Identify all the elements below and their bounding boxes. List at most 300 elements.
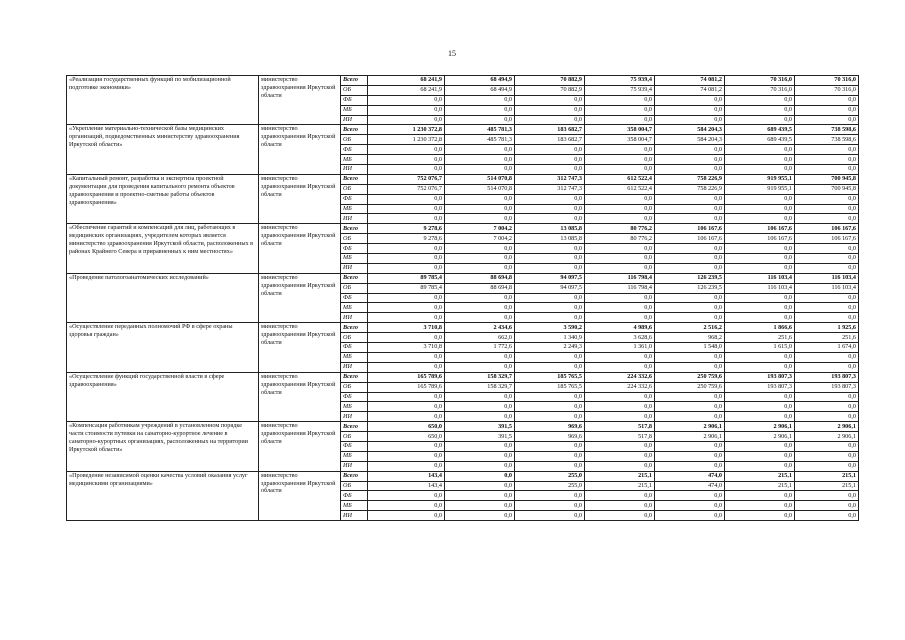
amount-cell: 474,0: [655, 481, 725, 491]
amount-cell: 0,0: [795, 194, 859, 204]
funding-source: МБ: [341, 352, 368, 362]
amount-cell: 0,0: [515, 352, 585, 362]
amount-cell: 126 239,5: [655, 273, 725, 283]
amount-cell: 0,0: [585, 244, 655, 254]
amount-cell: 70 316,0: [725, 76, 795, 86]
amount-cell: 0,0: [368, 402, 445, 412]
amount-cell: 0,0: [655, 451, 725, 461]
amount-cell: 700 945,8: [795, 174, 859, 184]
amount-cell: 0,0: [445, 461, 515, 471]
amount-cell: 0,0: [585, 461, 655, 471]
amount-cell: 0,0: [725, 145, 795, 155]
page-number: 15: [448, 49, 456, 58]
funding-source: ИИ: [341, 214, 368, 224]
amount-cell: 0,0: [725, 204, 795, 214]
amount-cell: 612 522,4: [585, 184, 655, 194]
amount-cell: 0,0: [725, 95, 795, 105]
amount-cell: 106 167,6: [655, 224, 725, 234]
amount-cell: 0,0: [725, 254, 795, 264]
amount-cell: 2 906,1: [795, 432, 859, 442]
amount-cell: 0,0: [655, 165, 725, 175]
amount-cell: 700 945,8: [795, 184, 859, 194]
amount-cell: 0,0: [725, 115, 795, 125]
amount-cell: 0,0: [585, 362, 655, 372]
funding-source: ОБ: [341, 432, 368, 442]
amount-cell: 0,0: [725, 412, 795, 422]
amount-cell: 0,0: [515, 303, 585, 313]
amount-cell: 3 628,6: [585, 333, 655, 343]
amount-cell: 80 776,2: [585, 234, 655, 244]
table-row-total: [67, 174, 859, 184]
amount-cell: 0,0: [795, 214, 859, 224]
amount-cell: 0,0: [725, 461, 795, 471]
amount-cell: 0,0: [655, 491, 725, 501]
amount-cell: 183 682,7: [515, 125, 585, 135]
amount-cell: 0,0: [368, 115, 445, 125]
amount-cell: 9 278,6: [368, 224, 445, 234]
amount-cell: 1 230 372,8: [368, 135, 445, 145]
amount-cell: 0,0: [655, 194, 725, 204]
amount-cell: 0,0: [445, 155, 515, 165]
amount-cell: 0,0: [515, 362, 585, 372]
amount-cell: 143,4: [368, 471, 445, 481]
amount-cell: 0,0: [655, 303, 725, 313]
amount-cell: 0,0: [515, 155, 585, 165]
amount-cell: 75 939,4: [585, 85, 655, 95]
amount-cell: 517,8: [585, 432, 655, 442]
amount-cell: 0,0: [795, 491, 859, 501]
amount-cell: 2 906,1: [655, 422, 725, 432]
amount-cell: 0,0: [368, 441, 445, 451]
amount-cell: 0,0: [795, 115, 859, 125]
amount-cell: 0,0: [795, 303, 859, 313]
table-row-total: [67, 273, 859, 283]
amount-cell: 0,0: [368, 105, 445, 115]
amount-cell: 0,0: [585, 451, 655, 461]
funding-source: Всего: [341, 76, 368, 86]
amount-cell: 215,1: [725, 481, 795, 491]
funding-source: ИИ: [341, 511, 368, 521]
amount-cell: 0,0: [585, 194, 655, 204]
amount-cell: 165 789,6: [368, 372, 445, 382]
amount-cell: 106 167,6: [795, 224, 859, 234]
amount-cell: 0,0: [368, 165, 445, 175]
amount-cell: 0,0: [368, 511, 445, 521]
amount-cell: 70 316,0: [725, 85, 795, 95]
funding-source: ФБ: [341, 441, 368, 451]
amount-cell: 968,2: [655, 333, 725, 343]
amount-cell: 68 241,9: [368, 85, 445, 95]
funding-source: ФБ: [341, 343, 368, 353]
budget-table: [66, 75, 859, 521]
amount-cell: 0,0: [795, 501, 859, 511]
amount-cell: 0,0: [795, 392, 859, 402]
amount-cell: 70 316,0: [795, 85, 859, 95]
measure-name: «Осуществление переданных полномочий РФ в сфере охраны здоровья граждан»: [67, 323, 259, 372]
amount-cell: 0,0: [368, 204, 445, 214]
funding-source: Всего: [341, 273, 368, 283]
executor-name: министерство здравоохранения Иркутской области: [259, 76, 341, 125]
amount-cell: 0,0: [368, 461, 445, 471]
amount-cell: 0,0: [445, 204, 515, 214]
amount-cell: 0,0: [725, 402, 795, 412]
amount-cell: 358 004,7: [585, 125, 655, 135]
amount-cell: 650,0: [368, 422, 445, 432]
amount-cell: 752 076,7: [368, 174, 445, 184]
amount-cell: 0,0: [795, 362, 859, 372]
amount-cell: 3 710,8: [368, 323, 445, 333]
amount-cell: 0,0: [655, 95, 725, 105]
amount-cell: 0,0: [795, 105, 859, 115]
amount-cell: 0,0: [655, 362, 725, 372]
funding-source: ИИ: [341, 362, 368, 372]
amount-cell: 517,8: [585, 422, 655, 432]
amount-cell: 0,0: [725, 352, 795, 362]
amount-cell: 0,0: [655, 155, 725, 165]
amount-cell: 0,0: [795, 155, 859, 165]
amount-cell: 0,0: [515, 263, 585, 273]
amount-cell: 0,0: [725, 194, 795, 204]
amount-cell: 0,0: [725, 105, 795, 115]
funding-source: Всего: [341, 323, 368, 333]
funding-source: ОБ: [341, 135, 368, 145]
amount-cell: 106 167,6: [655, 234, 725, 244]
amount-cell: 0,0: [445, 263, 515, 273]
amount-cell: 0,0: [795, 254, 859, 264]
amount-cell: 0,0: [515, 461, 585, 471]
amount-cell: 0,0: [585, 145, 655, 155]
amount-cell: 1 772,6: [445, 343, 515, 353]
amount-cell: 738 598,6: [795, 135, 859, 145]
amount-cell: 2 434,6: [445, 323, 515, 333]
amount-cell: 224 332,6: [585, 372, 655, 382]
table-row-total: [67, 76, 859, 86]
funding-source: Всего: [341, 174, 368, 184]
amount-cell: 70 882,9: [515, 76, 585, 86]
amount-cell: 0,0: [585, 441, 655, 451]
measure-name: «Капитальный ремонт, разработка и экспертиза проектной документации для проведения капитального ремонта объектов здравоохранения и проектно-сметные работы объектов здравоохранения»: [67, 174, 259, 223]
table-row-total: [67, 323, 859, 333]
amount-cell: 0,0: [445, 303, 515, 313]
amount-cell: 0,0: [515, 491, 585, 501]
amount-cell: 0,0: [445, 115, 515, 125]
amount-cell: 68 494,9: [445, 85, 515, 95]
amount-cell: 94 097,5: [515, 283, 585, 293]
funding-source: МБ: [341, 451, 368, 461]
amount-cell: 0,0: [655, 105, 725, 115]
amount-cell: 1 548,0: [655, 343, 725, 353]
amount-cell: 158 329,7: [445, 382, 515, 392]
funding-source: ФБ: [341, 392, 368, 402]
amount-cell: 662,0: [445, 333, 515, 343]
amount-cell: 0,0: [515, 392, 585, 402]
amount-cell: 0,0: [655, 352, 725, 362]
amount-cell: 255,0: [515, 481, 585, 491]
amount-cell: 612 522,4: [585, 174, 655, 184]
amount-cell: 1 674,0: [795, 343, 859, 353]
amount-cell: 0,0: [795, 402, 859, 412]
amount-cell: 0,0: [795, 204, 859, 214]
funding-source: МБ: [341, 204, 368, 214]
amount-cell: 250 759,6: [655, 382, 725, 392]
amount-cell: 0,0: [515, 165, 585, 175]
amount-cell: 68 241,9: [368, 76, 445, 86]
amount-cell: 0,0: [445, 244, 515, 254]
funding-source: ФБ: [341, 194, 368, 204]
amount-cell: 0,0: [368, 145, 445, 155]
executor-name: министерство здравоохранения Иркутской области: [259, 174, 341, 223]
amount-cell: 116 103,4: [725, 283, 795, 293]
amount-cell: 0,0: [725, 491, 795, 501]
amount-cell: 13 085,8: [515, 234, 585, 244]
amount-cell: 0,0: [515, 402, 585, 412]
amount-cell: 514 070,8: [445, 184, 515, 194]
measure-name: «Компенсация работникам учреждений в установленном порядке части стоимости путевки на санаторно-курортное лечение в санаторно-курортных организациях, расположенных на территории Иркутской области»: [67, 422, 259, 471]
funding-source: ФБ: [341, 95, 368, 105]
amount-cell: 1 340,9: [515, 333, 585, 343]
amount-cell: 0,0: [725, 293, 795, 303]
amount-cell: 88 694,8: [445, 283, 515, 293]
amount-cell: 474,0: [655, 471, 725, 481]
amount-cell: 0,0: [368, 95, 445, 105]
amount-cell: 0,0: [725, 303, 795, 313]
amount-cell: 0,0: [585, 214, 655, 224]
measure-name: «Проведение патологоанатомических исследований»: [67, 273, 259, 322]
amount-cell: 0,0: [725, 392, 795, 402]
amount-cell: 689 439,5: [725, 125, 795, 135]
amount-cell: 0,0: [585, 402, 655, 412]
amount-cell: 0,0: [445, 105, 515, 115]
amount-cell: 0,0: [795, 293, 859, 303]
amount-cell: 0,0: [585, 392, 655, 402]
amount-cell: 0,0: [795, 165, 859, 175]
amount-cell: 0,0: [585, 412, 655, 422]
funding-source: МБ: [341, 303, 368, 313]
amount-cell: 0,0: [585, 491, 655, 501]
amount-cell: 0,0: [795, 511, 859, 521]
amount-cell: 0,0: [515, 194, 585, 204]
funding-source: МБ: [341, 155, 368, 165]
amount-cell: 193 807,3: [725, 372, 795, 382]
amount-cell: 13 085,8: [515, 224, 585, 234]
amount-cell: 185 765,5: [515, 372, 585, 382]
amount-cell: 0,0: [795, 412, 859, 422]
amount-cell: 0,0: [725, 451, 795, 461]
amount-cell: 0,0: [655, 511, 725, 521]
amount-cell: 0,0: [368, 155, 445, 165]
executor-name: министерство здравоохранения Иркутской области: [259, 224, 341, 273]
amount-cell: 0,0: [445, 491, 515, 501]
amount-cell: 584 204,3: [655, 125, 725, 135]
amount-cell: 0,0: [655, 412, 725, 422]
amount-cell: 312 747,3: [515, 174, 585, 184]
amount-cell: 312 747,3: [515, 184, 585, 194]
amount-cell: 0,0: [725, 155, 795, 165]
amount-cell: 0,0: [368, 313, 445, 323]
amount-cell: 116 798,4: [585, 273, 655, 283]
amount-cell: 116 103,4: [795, 283, 859, 293]
amount-cell: 0,0: [445, 451, 515, 461]
funding-source: ОБ: [341, 481, 368, 491]
amount-cell: 0,0: [655, 254, 725, 264]
funding-source: МБ: [341, 254, 368, 264]
amount-cell: 0,0: [725, 244, 795, 254]
amount-cell: 215,1: [795, 471, 859, 481]
executor-name: министерство здравоохранения Иркутской области: [259, 422, 341, 471]
amount-cell: 584 204,3: [655, 135, 725, 145]
amount-cell: 80 776,2: [585, 224, 655, 234]
amount-cell: 485 781,3: [445, 135, 515, 145]
amount-cell: 919 955,1: [725, 184, 795, 194]
amount-cell: 0,0: [655, 263, 725, 273]
amount-cell: 0,0: [515, 451, 585, 461]
funding-source: МБ: [341, 501, 368, 511]
amount-cell: 251,6: [795, 333, 859, 343]
amount-cell: 3 590,2: [515, 323, 585, 333]
amount-cell: 9 278,6: [368, 234, 445, 244]
amount-cell: 0,0: [585, 155, 655, 165]
amount-cell: 0,0: [655, 115, 725, 125]
amount-cell: 689 439,5: [725, 135, 795, 145]
amount-cell: 0,0: [368, 412, 445, 422]
amount-cell: 1 866,6: [725, 323, 795, 333]
amount-cell: 0,0: [655, 244, 725, 254]
amount-cell: 193 807,3: [795, 382, 859, 392]
amount-cell: 0,0: [445, 402, 515, 412]
amount-cell: 70 882,9: [515, 85, 585, 95]
amount-cell: 0,0: [368, 333, 445, 343]
executor-name: министерство здравоохранения Иркутской области: [259, 323, 341, 372]
funding-source: ФБ: [341, 491, 368, 501]
amount-cell: 0,0: [585, 204, 655, 214]
amount-cell: 158 329,7: [445, 372, 515, 382]
amount-cell: 0,0: [368, 214, 445, 224]
amount-cell: 0,0: [368, 392, 445, 402]
amount-cell: 75 939,4: [585, 76, 655, 86]
amount-cell: 116 798,4: [585, 283, 655, 293]
amount-cell: 126 239,5: [655, 283, 725, 293]
amount-cell: 0,0: [725, 263, 795, 273]
amount-cell: 0,0: [445, 145, 515, 155]
funding-source: ИИ: [341, 313, 368, 323]
amount-cell: 7 004,2: [445, 234, 515, 244]
amount-cell: 758 226,9: [655, 184, 725, 194]
amount-cell: 2 516,2: [655, 323, 725, 333]
amount-cell: 0,0: [655, 214, 725, 224]
amount-cell: 0,0: [515, 204, 585, 214]
amount-cell: 0,0: [368, 254, 445, 264]
amount-cell: 7 004,2: [445, 224, 515, 234]
amount-cell: 0,0: [795, 451, 859, 461]
amount-cell: 0,0: [445, 471, 515, 481]
amount-cell: 0,0: [585, 165, 655, 175]
amount-cell: 2 906,1: [725, 422, 795, 432]
amount-cell: 0,0: [445, 194, 515, 204]
amount-cell: 0,0: [725, 313, 795, 323]
amount-cell: 0,0: [445, 362, 515, 372]
amount-cell: 0,0: [585, 105, 655, 115]
amount-cell: 88 694,8: [445, 273, 515, 283]
amount-cell: 0,0: [368, 303, 445, 313]
funding-source: Всего: [341, 471, 368, 481]
amount-cell: 0,0: [795, 352, 859, 362]
amount-cell: 193 807,3: [725, 382, 795, 392]
funding-source: ОБ: [341, 382, 368, 392]
amount-cell: 2 906,1: [725, 432, 795, 442]
amount-cell: 143,4: [368, 481, 445, 491]
amount-cell: 919 955,1: [725, 174, 795, 184]
funding-source: ОБ: [341, 184, 368, 194]
amount-cell: 752 076,7: [368, 184, 445, 194]
amount-cell: 485 781,3: [445, 125, 515, 135]
amount-cell: 0,0: [445, 293, 515, 303]
amount-cell: 0,0: [515, 293, 585, 303]
amount-cell: 358 004,7: [585, 135, 655, 145]
table-row-total: [67, 125, 859, 135]
amount-cell: 185 765,5: [515, 382, 585, 392]
amount-cell: 0,0: [515, 214, 585, 224]
amount-cell: 0,0: [725, 214, 795, 224]
amount-cell: 514 070,8: [445, 174, 515, 184]
amount-cell: 391,5: [445, 422, 515, 432]
amount-cell: 0,0: [585, 263, 655, 273]
measure-name: «Реализация государственных функций по мобилизационной подготовке экономики»: [67, 76, 259, 125]
funding-source: ИИ: [341, 263, 368, 273]
executor-name: министерство здравоохранения Иркутской области: [259, 273, 341, 322]
amount-cell: 2 906,1: [795, 422, 859, 432]
measure-name: «Проведение независимой оценки качества условий оказания услуг медицинскими организациями»: [67, 471, 259, 520]
amount-cell: 4 989,6: [585, 323, 655, 333]
amount-cell: 70 316,0: [795, 76, 859, 86]
amount-cell: 0,0: [515, 95, 585, 105]
amount-cell: 0,0: [445, 254, 515, 264]
amount-cell: 0,0: [445, 481, 515, 491]
amount-cell: 0,0: [655, 204, 725, 214]
amount-cell: 0,0: [655, 441, 725, 451]
executor-name: министерство здравоохранения Иркутской области: [259, 125, 341, 174]
amount-cell: 0,0: [725, 501, 795, 511]
amount-cell: 0,0: [655, 293, 725, 303]
amount-cell: 250 759,6: [655, 372, 725, 382]
amount-cell: 0,0: [655, 313, 725, 323]
amount-cell: 0,0: [445, 441, 515, 451]
amount-cell: 0,0: [445, 501, 515, 511]
executor-name: министерство здравоохранения Иркутской области: [259, 372, 341, 421]
funding-source: ОБ: [341, 333, 368, 343]
measure-name: «Осуществление функций государственной власти в сфере здравоохранения»: [67, 372, 259, 421]
funding-source: Всего: [341, 422, 368, 432]
amount-cell: 2 249,3: [515, 343, 585, 353]
funding-source: ФБ: [341, 293, 368, 303]
amount-cell: 165 789,6: [368, 382, 445, 392]
funding-source: ФБ: [341, 244, 368, 254]
amount-cell: 0,0: [725, 511, 795, 521]
table-row-total: [67, 224, 859, 234]
amount-cell: 0,0: [655, 402, 725, 412]
amount-cell: 183 682,7: [515, 135, 585, 145]
amount-cell: 0,0: [515, 511, 585, 521]
funding-source: Всего: [341, 372, 368, 382]
amount-cell: 0,0: [795, 95, 859, 105]
funding-source: ИИ: [341, 165, 368, 175]
measure-name: «Укрепление материально-технической базы медицинских организаций, подведомственных министерству здравоохранения Иркутской области»: [67, 125, 259, 174]
amount-cell: 758 226,9: [655, 174, 725, 184]
amount-cell: 0,0: [368, 194, 445, 204]
amount-cell: 0,0: [655, 145, 725, 155]
executor-name: министерство здравоохранения Иркутской области: [259, 471, 341, 520]
amount-cell: 0,0: [368, 293, 445, 303]
amount-cell: 0,0: [795, 441, 859, 451]
